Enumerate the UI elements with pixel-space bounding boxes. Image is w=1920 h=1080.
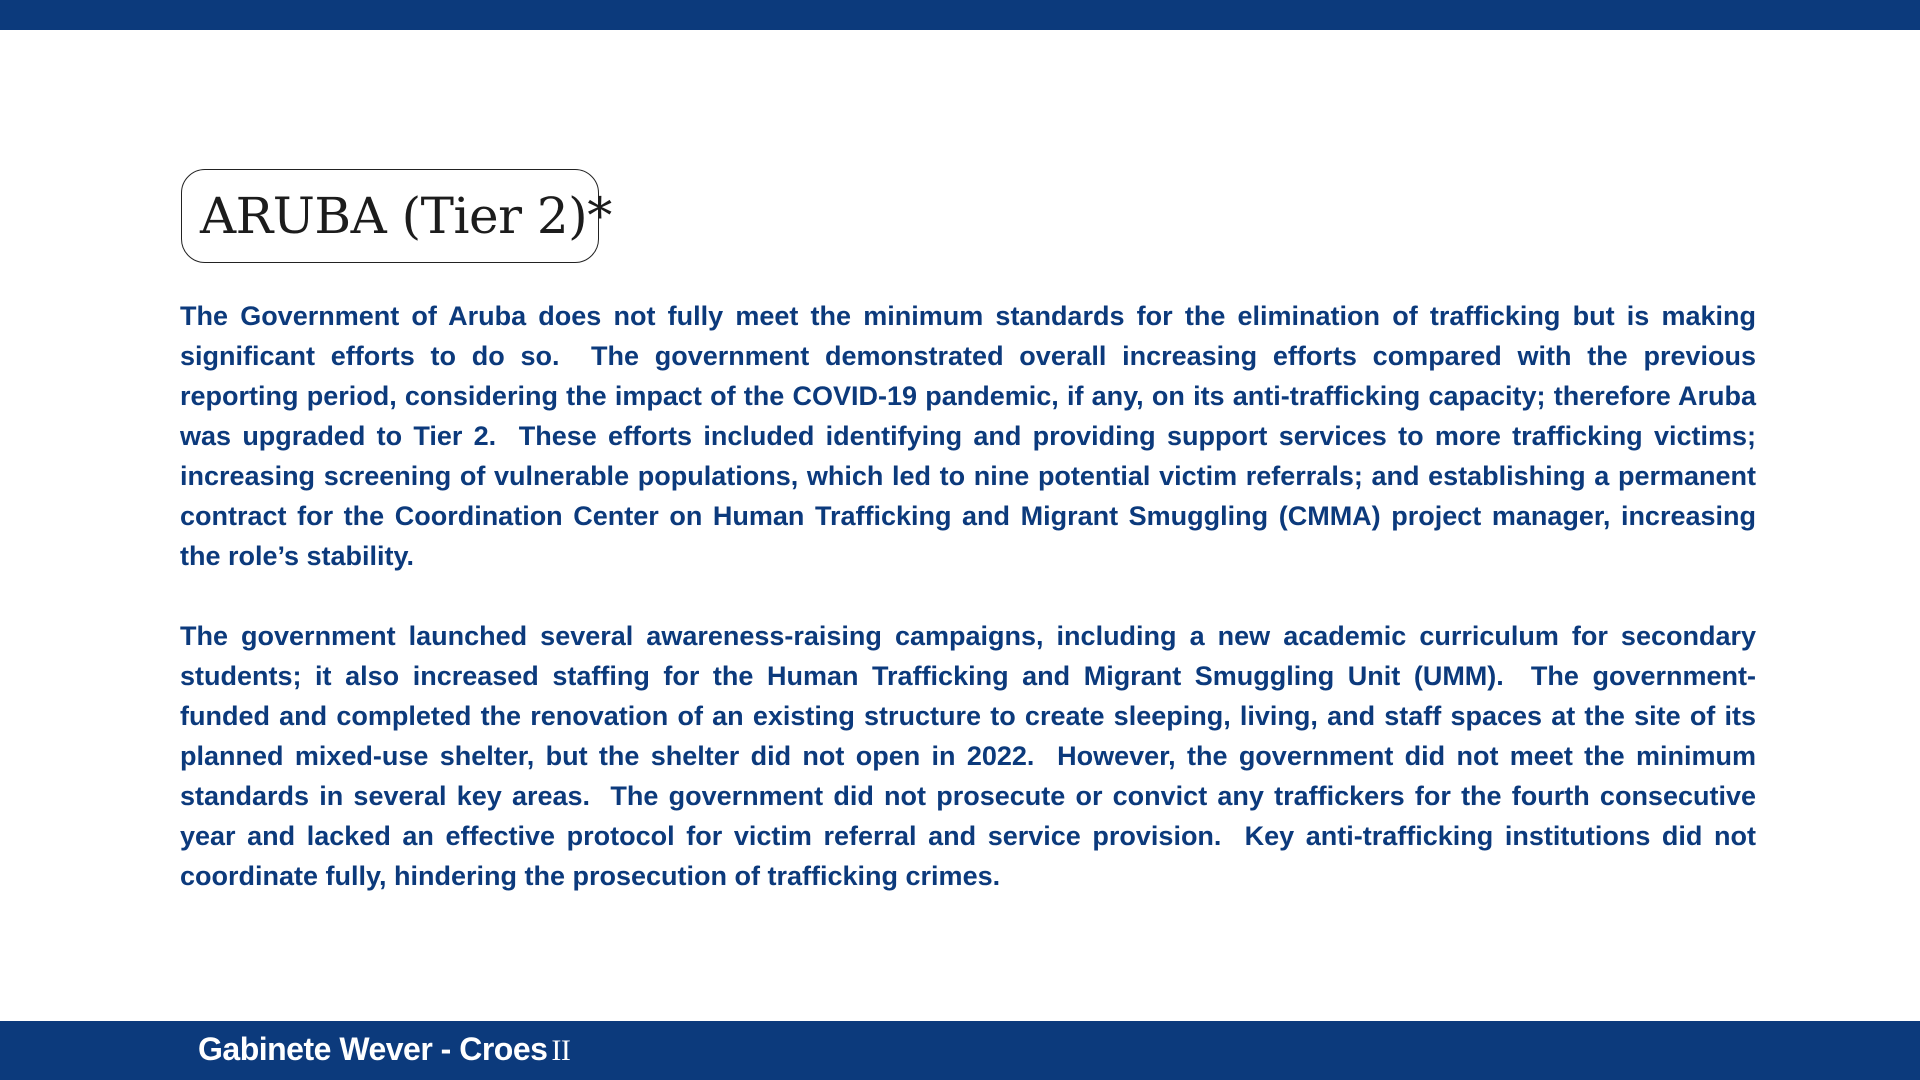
- footer-numeral: II: [551, 1034, 571, 1067]
- paragraph-2: The government launched several awareness-raising campaigns, including a new academic curriculum for secondary students; it also increased staffing for the Human Trafficking and Migrant Smuggling Unit (UMM). The government- funded and completed the renovation of an existing structure to create sleeping, living, and staff spaces at the site of its planned mixed-use shelter, but the shelter did not open in 2022. However, the government did not meet the minimum standards in several key areas. The government did not prosecute or convict any traffickers for the fourth consecutive year and lacked an effective protocol for victim referral and service provision. Key anti-trafficking institutions did not coordinate fully, hindering the prosecution of trafficking crimes.: [180, 621, 1764, 891]
- page-title: ARUBA (Tier 2)*: [200, 187, 612, 245]
- footer-name: Gabinete Wever - Croes: [198, 1031, 548, 1067]
- paragraph-1: The Government of Aruba does not fully meet the minimum standards for the elimination of trafficking but is making significant efforts to do so. The government demonstrated overall increasing efforts compared with the previous reporting period, considering the impact of the COVID-19 pandemic, if any, on its anti-trafficking capacity; therefore Aruba was upgraded to Tier 2. These efforts included identifying and providing support services to more trafficking victims; increasing screening of vulnerable populations, which led to nine potential victim referrals; and establishing a permanent contract for the Coordination Center on Human Trafficking and Migrant Smuggling (CMMA) project manager, increasing the role’s stability.: [180, 301, 1764, 571]
- footer-banner: [0, 1021, 1920, 1080]
- footer-logo-text: [198, 1031, 570, 1068]
- body-content: [180, 296, 1764, 896]
- title-box: [181, 169, 612, 263]
- top-banner: [0, 0, 1920, 30]
